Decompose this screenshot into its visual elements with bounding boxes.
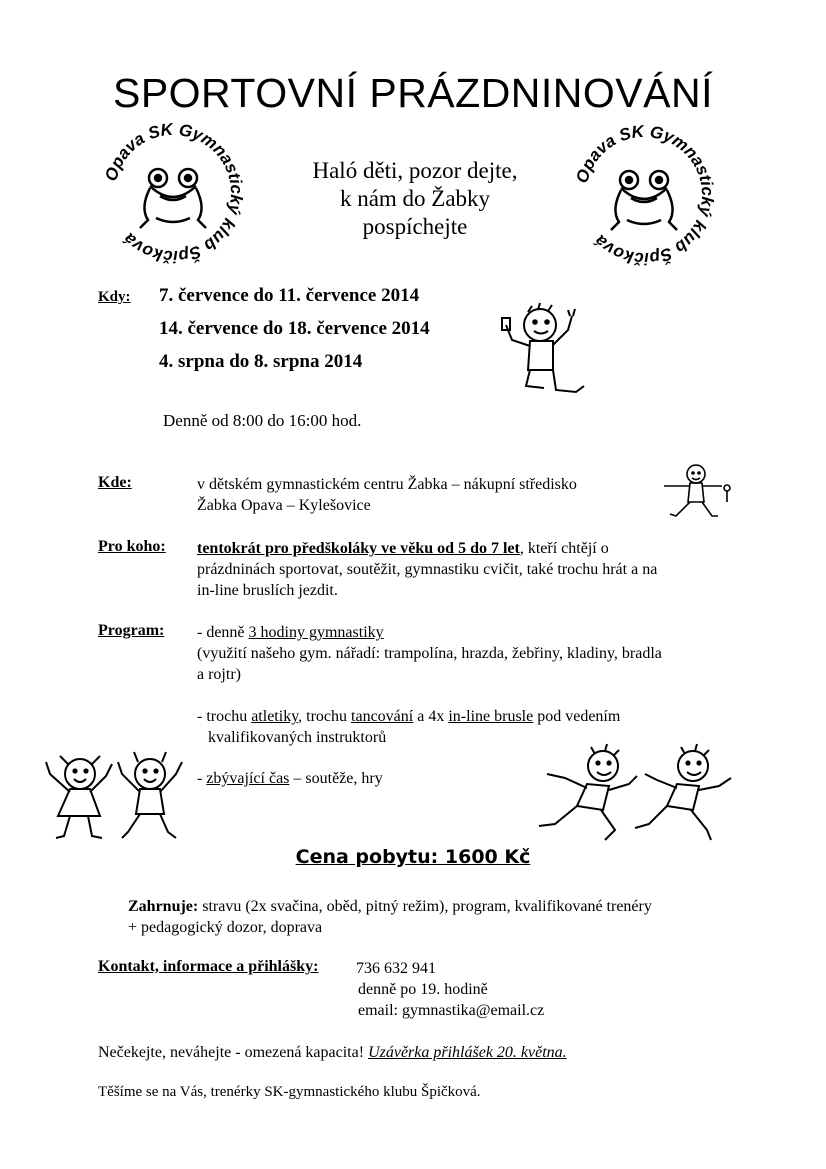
contact-phone: 736 632 941 xyxy=(356,960,436,977)
contact-label: Kontakt, informace a přihlášky: xyxy=(98,958,319,975)
page-title: SPORTOVNÍ PRÁZDNINOVÁNÍ xyxy=(112,70,714,116)
frog-logo-right xyxy=(569,120,719,270)
gymnastics-hours: 3 hodiny gymnastiky xyxy=(248,624,384,641)
includes-label: Zahrnuje: xyxy=(128,898,199,915)
text-fragment: a 4x xyxy=(413,708,449,725)
where-label: Kde: xyxy=(98,474,132,491)
slogan xyxy=(285,157,545,241)
jumping-children-icon xyxy=(42,744,187,844)
price-text: Cena pobytu: 1600 Kč xyxy=(295,846,531,868)
logo-ring-text: Opava SK Gymnastický klub Špičková xyxy=(572,121,718,269)
date-range-2: 14. července do 18. července 2014 xyxy=(159,318,430,339)
includes-line-1 xyxy=(128,896,652,917)
date-range-3: 4. srpna do 8. srpna 2014 xyxy=(159,351,363,372)
price xyxy=(0,846,826,868)
program-item-2 xyxy=(197,706,620,727)
for-whom-line-2: prázdninách sportovat, soutěžit, gymnastiku cvičit, také trochu hrát a na xyxy=(197,561,658,578)
program-equipment-line-2: a rojtr) xyxy=(197,666,241,683)
for-whom-line-1 xyxy=(197,538,609,559)
contact-email: email: gymnastika@email.cz xyxy=(358,1002,545,1019)
athletics-term: atletiky xyxy=(251,708,299,725)
program-equipment-line-1: (využití našeho gym. nářadí: trampolína, hrazda, žebřiny, kladiny, bradla xyxy=(197,645,662,662)
running-children-icon xyxy=(525,744,740,844)
where-line-1: v dětském gymnastickém centru Žabka – nákupní středisko xyxy=(197,476,577,493)
svg-text:Opava SK Gymnastický klub Špič xyxy=(572,122,717,269)
frog-logo-left xyxy=(98,118,248,268)
closing-note: Těšíme se na Vás, trenérky SK-gymnastického klubu Špičková. xyxy=(98,1084,481,1100)
slogan-line: k nám do Žabky xyxy=(339,186,491,211)
text-fragment: - xyxy=(197,770,207,787)
where-line-2: Žabka Opava – Kylešovice xyxy=(197,497,371,514)
svg-text:Opava SK Gymnastický klub Špič xyxy=(101,120,246,267)
text-fragment: – soutěže, hry xyxy=(289,770,383,787)
for-whom-line-3: in-line bruslích jezdit. xyxy=(197,582,338,599)
text-fragment: , trochu xyxy=(298,708,352,725)
text-fragment: - trochu xyxy=(197,708,252,725)
contact-hours: denně po 19. hodině xyxy=(358,981,488,998)
includes-text: stravu (2x svačina, oběd, pitný režim), program, kvalifikované trenéry xyxy=(198,898,652,915)
when-label: Kdy: xyxy=(98,289,131,305)
for-whom-continuation: , kteří chtějí o xyxy=(519,540,609,557)
capacity-notice xyxy=(98,1042,567,1063)
text-fragment: pod vedením xyxy=(533,708,621,725)
inline-skates-term: in-line brusle xyxy=(448,708,534,725)
daily-hours: Denně od 8:00 do 16:00 hod. xyxy=(163,411,362,430)
program-item-2-line-2: kvalifikovaných instruktorů xyxy=(208,729,387,746)
stretching-child-icon xyxy=(660,462,740,522)
notice-text: Nečekejte, neváhejte - omezená kapacita! xyxy=(98,1044,369,1061)
program-item-prefix: - denně xyxy=(197,624,249,641)
includes-line-2: + pedagogický dozor, doprava xyxy=(128,919,323,936)
for-whom-label: Pro koho: xyxy=(98,538,166,555)
slogan-line: Haló děti, pozor dejte, xyxy=(312,158,518,183)
logo-ring-text: Opava SK Gymnastický klub Špičková xyxy=(101,119,247,267)
program-item-3 xyxy=(197,768,383,789)
kneeling-child-icon xyxy=(498,300,593,400)
program-item-1 xyxy=(197,622,384,643)
program-label: Program: xyxy=(98,622,165,639)
dance-term: tancování xyxy=(351,708,414,725)
target-age-group: tentokrát pro předškoláky ve věku od 5 do 7 let xyxy=(197,540,520,557)
slogan-line: pospíchejte xyxy=(362,214,468,239)
free-time-term: zbývající čas xyxy=(206,770,290,787)
registration-deadline: Uzávěrka přihlášek 20. května. xyxy=(368,1044,567,1061)
date-range-1: 7. července do 11. července 2014 xyxy=(159,285,420,306)
